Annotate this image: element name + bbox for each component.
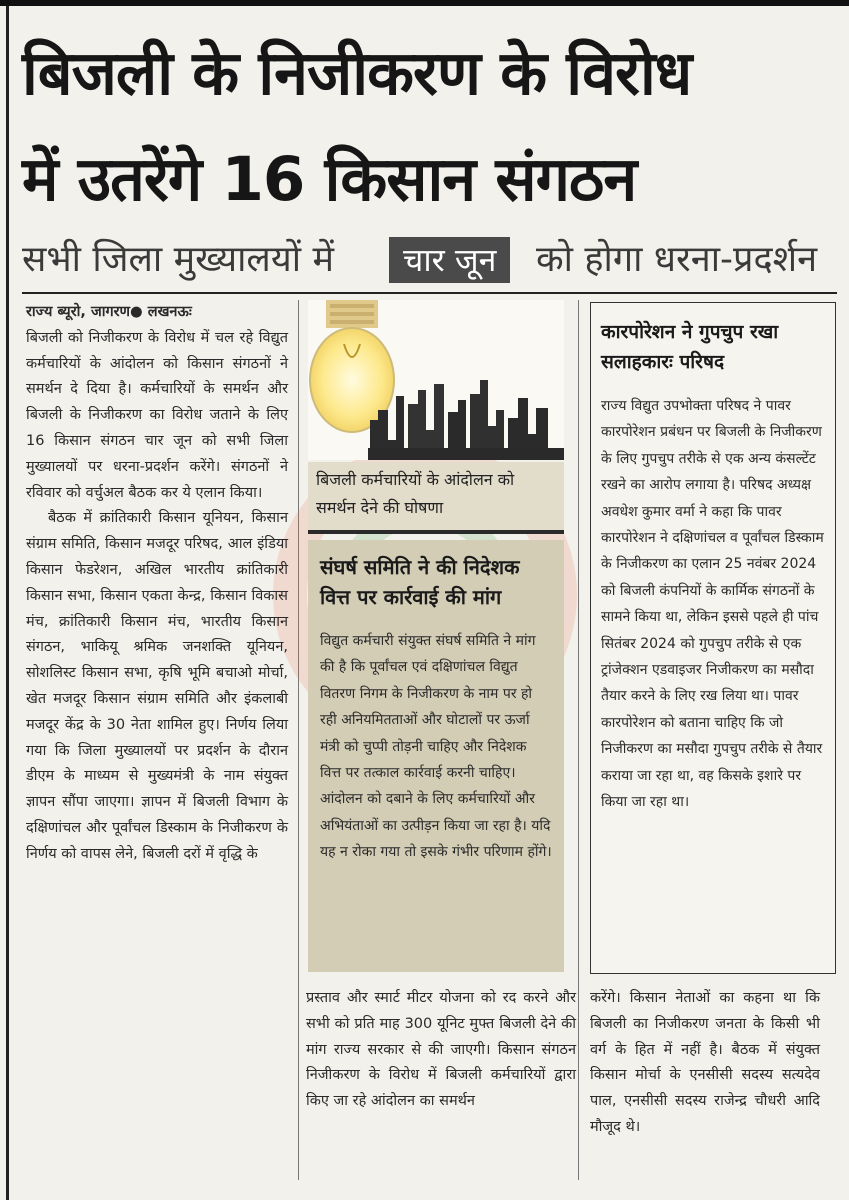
subheadline [22,232,837,288]
subheadline-highlight: चार जून [389,237,510,283]
lightbulb-skyline-image [308,300,564,460]
main-story-column-2: प्रस्ताव और स्मार्ट मीटर योजना को रद करने और सभी को प्रति माह 300 यूनिट मुफ्त बिजली देने की मांग राज्य सरकार से की जाएगी। किसान संगठन निजीकरण के विरोध में बिजली कर्मचारियों द्वारा किए जा रहे आंदोलन का समर्थन [306,990,576,1110]
main-story-paragraph-2: बैठक में क्रांतिकारी किसान यूनियन, किसान संग्राम समिति, किसान मजदूर परिषद, आल इंडिया किसान फेडरेशन, अखिल भारतीय क्रांतिकारी किसान सभा, किसान एकता केन्द्र, किसान विकास मंच, क्रांतिकारी किसान मंच, भारतीय किसान संगठन, भाकियू श्रमिक जनशक्ति यूनियन, सोशलिस्ट किसान सभा, कृषि भूमि बचाओ मोर्चा, खेत मजदूर किसान संग्राम समिति और इंकलाबी मजदूर केंद्र के 30 नेता शामिल हुए। निर्णय लिया गया कि जिला मुख्यालयों पर प्रदर्शन के दौरान डीएम के माध्यम से मुख्यमंत्री के नाम संयुक्त ज्ञापन सौंपा जाएगा। ज्ञापन में बिजली विभाग के दक्षिणांचल और पूर्वांचल डिस्काम के निजीकरण के निर्णय को वापस लेने, बिजली दरों में वृद्धि के [26,510,288,862]
header-rule [22,292,837,294]
photo-caption: बिजली कर्मचारियों के आंदोलन को समर्थन देने की घोषणा [308,462,564,530]
headline-line-1: बिजली के निजीकरण के विरोध [22,38,692,109]
sangharsh-samiti-title: संघर्ष समिति ने की निदेशक वित्त पर कार्रवाई की मांग [320,555,520,609]
headline-line-2: में उतरेंगे 16 किसान संगठन [22,144,637,215]
corporation-advisor-title: कारपोरेशन ने गुपचुप रखा सलाहकारः परिषद [601,321,779,373]
column-divider-2 [578,300,579,1180]
corporation-advisor-body: राज्य विद्युत उपभोक्ता परिषद ने पावर कारपोरेशन प्रबंधन पर बिजली के निजीकरण के लिए गुपचुप तरीके से एक अन्य कंसल्टेंट रखने का आरोप लगाया है। परिषद अध्यक्ष अवधेश कुमार वर्मा ने कहा कि पावर कारपोरेशन ने दक्षिणांचल व पूर्वांचल डिस्काम के निजीकरण का एलान 25 नवंबर 2024 को बिजली कंपनियों के कार्मिक संगठनों के सामने किया था, लेकिन इससे पहले ही पांच सितंबर 2024 को गुपचुप तरीके से एक ट्रांजेक्शन एडवाइजर निजीकरण का मसौदा तैयार करने के लिए रख लिया था। पावर कारपोरेशन को बताना चाहिए कि जो निजीकरण का मसौदा गुपचुप तरीके से तैयार कराया जा रहा था, वह किसके इशारे पर किया जा रहा था। [601,398,824,811]
main-story-paragraph-1: बिजली को निजीकरण के विरोध में चल रहे विद्युत कर्मचारियों के आंदोलन को किसान संगठनों ने समर्थन दे दिया है। कर्मचारियों के समर्थन और बिजली के निजीकरण का विरोध जताने के लिए 16 किसान संगठन चार जून को सभी जिला मुख्यालयों पर धरना-प्रदर्शन करेंगे। संगठनों ने रविवार को वर्चुअल बैठक कर ये एलान किया। [26,329,288,501]
column-divider-1 [298,300,299,1180]
sangharsh-samiti-box [308,540,564,972]
sangharsh-samiti-body: विद्युत कर्मचारी संयुक्त संघर्ष समिति ने मांग की है कि पूर्वांचल एवं दक्षिणांचल विद्युत वितरण निगम के निजीकरण के नाम पर हो रही अनियमितताओं और घोटालों पर ऊर्जा मंत्री को चुप्पी तोड़नी चाहिए और निदेशक वित्त पर तत्काल कार्रवाई करनी चाहिए। आंदोलन को दबाने के लिए कर्मचारियों और अभियंताओं का उत्पीड़न किया जा रहा है। यदि यह न रोका गया तो इसके गंभीर परिणाम होंगे। [320,633,552,861]
dateline: राज्य ब्यूरो, जागरण● लखनऊः [26,304,192,320]
bulb-photo [308,300,564,460]
main-story-column-3: करेंगे। किसान नेताओं का कहना था कि बिजली का निजीकरण जनता के किसी भी वर्ग के हित में नहीं है। बैठक में संयुक्त किसान मोर्चा के एनसीसी सदस्य सत्यदेव पाल, एनसीसी सदस्य राजेन्द्र चौधरी आदि मौजूद थे। [590,990,820,1135]
main-story-column-1 [26,300,288,868]
subheadline-before: सभी जिला मुख्यालयों में [22,239,334,280]
corporation-advisor-box [590,302,836,974]
top-border [0,0,849,6]
subheadline-after: को होगा धरना-प्रदर्शन [536,239,818,280]
caption-rule [308,530,564,534]
left-border [6,6,9,1200]
